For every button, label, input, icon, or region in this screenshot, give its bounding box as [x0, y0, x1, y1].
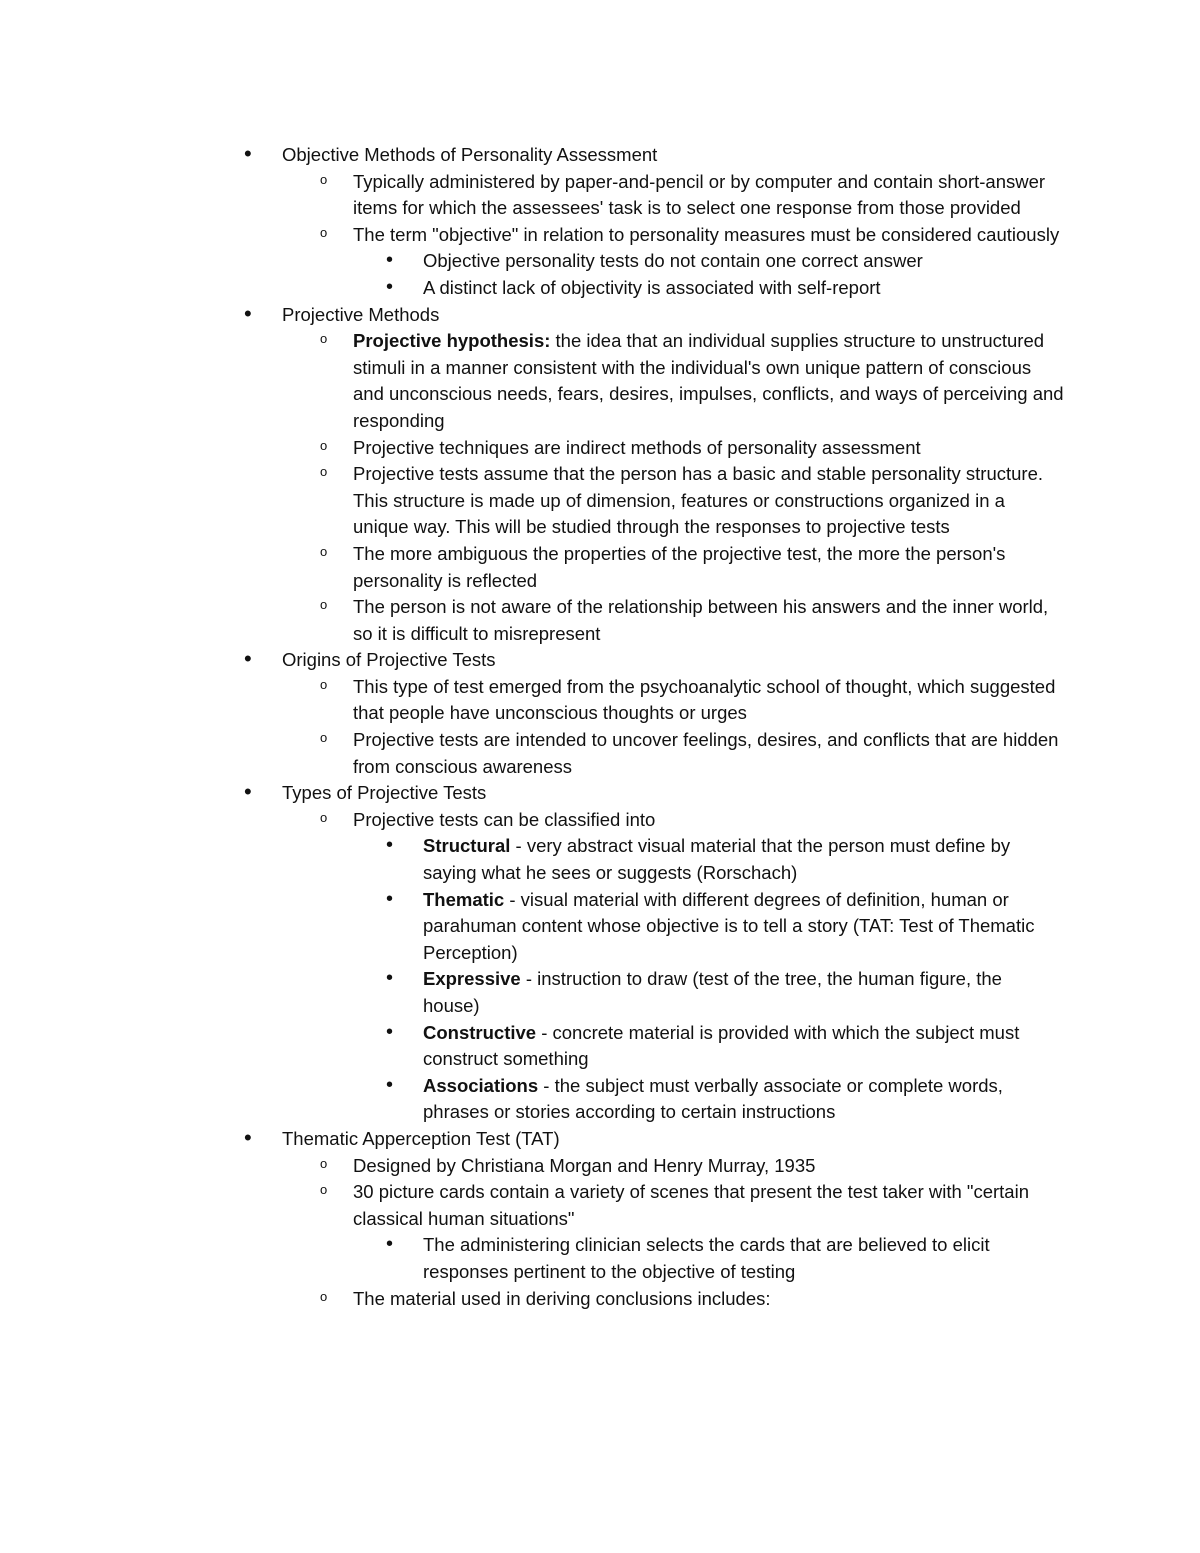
- list-item-level-2: [0, 1286, 1065, 1313]
- bullet-disc-icon: •: [386, 249, 394, 272]
- list-item-level-2: [0, 222, 1065, 249]
- bullet-circle-icon: o: [320, 543, 328, 559]
- list-item-level-3: [0, 1020, 1063, 1073]
- bullet-disc-icon: •: [386, 275, 394, 298]
- list-item-text: Types of Projective Tests: [282, 782, 487, 804]
- list-item-text: Objective Methods of Personality Assessment: [282, 144, 658, 165]
- list-item-text: The more ambiguous the properties of the projective test, the more the person's personality is reflected: [353, 542, 1006, 591]
- bullet-disc-icon: •: [386, 834, 394, 857]
- bullet-disc-icon: •: [244, 141, 252, 166]
- list-item-level-3: [0, 887, 1063, 967]
- list-item-text: Thematic Apperception Test (TAT): [282, 1127, 560, 1149]
- list-item-level-2: [0, 594, 1065, 647]
- bullet-disc-icon: •: [386, 1020, 394, 1043]
- list-item-text: - instruction to draw (test of the tree, the human figure, the house): [423, 968, 1002, 1016]
- list-item-level-1: [0, 647, 1082, 674]
- list-item-text: Projective techniques are indirect methods of personality assessment: [353, 436, 921, 458]
- bullet-circle-icon: o: [320, 1182, 328, 1198]
- list-item-text: - visual material with different degrees of definition, human or parahuman content whose objective is to tell a story (TAT: Test of Thematic Perception): [423, 888, 1035, 963]
- bullet-disc-icon: •: [244, 779, 252, 805]
- list-item-text: Projective Methods: [282, 303, 440, 325]
- list-item-level-2: [0, 461, 1065, 541]
- list-item-text: Objective personality tests do not contain one correct answer: [423, 250, 923, 272]
- bullet-circle-icon: o: [320, 676, 328, 692]
- bullet-circle-icon: o: [320, 437, 328, 453]
- bullet-circle-icon: o: [320, 597, 328, 613]
- list-item-text: The material used in deriving conclusions includes:: [353, 1287, 771, 1309]
- bullet-disc-icon: •: [386, 887, 394, 910]
- bullet-disc-icon: •: [244, 1124, 252, 1150]
- list-item-text: Projective tests can be classified into: [353, 808, 656, 830]
- bullet-circle-icon: o: [320, 171, 328, 187]
- list-item-text: Projective tests are intended to uncover feelings, desires, and conflicts that are hidden from conscious awareness: [353, 729, 1059, 777]
- bullet-circle-icon: o: [320, 730, 328, 746]
- list-item-term: Projective hypothesis:: [353, 330, 551, 352]
- list-item-text: Origins of Projective Tests: [282, 649, 496, 671]
- bullet-disc-icon: •: [386, 967, 394, 990]
- bullet-outline: [0, 142, 1200, 1312]
- list-item-level-2: [0, 541, 1065, 594]
- list-item-text: The administering clinician selects the cards that are believed to elicit responses pertinent to the objective of testing: [423, 1234, 990, 1282]
- list-item-level-2: [0, 807, 1065, 834]
- list-item-term: Thematic: [423, 888, 505, 910]
- list-item-text: The term "objective" in relation to personality measures must be considered cautiously: [353, 223, 1060, 245]
- list-item-level-1: [0, 142, 1082, 169]
- list-item-text: - very abstract visual material that the person must define by saying what he sees or suggests (Rorschach): [423, 835, 1011, 884]
- list-item-level-2: [0, 1179, 1065, 1232]
- list-item-level-2: [0, 1153, 1065, 1180]
- list-item-text: the idea that an individual supplies structure to unstructured stimuli in a manner consistent with the individual's own unique pattern of conscious and unconscious needs, fears, desires, impulses, conflicts, and ways of perceiving and responding: [353, 330, 1064, 431]
- list-item-level-2: [0, 435, 1065, 462]
- list-item-level-2: [0, 328, 1065, 434]
- list-item-text: A distinct lack of objectivity is associated with self-report: [423, 276, 881, 298]
- list-item-text: This type of test emerged from the psychoanalytic school of thought, which suggested that people have unconscious thoughts or urges: [353, 675, 1056, 724]
- list-item-text: Typically administered by paper-and-pencil or by computer and contain short-answer items for which the assessees' task is to select one response from those provided: [353, 170, 1046, 219]
- bullet-circle-icon: o: [320, 1155, 328, 1171]
- list-item-level-1: [0, 1126, 1082, 1153]
- bullet-circle-icon: o: [320, 331, 328, 347]
- list-item-term: Associations: [423, 1074, 539, 1096]
- list-item-level-3: [0, 248, 1063, 275]
- list-item-level-2: [0, 674, 1065, 727]
- list-item-level-1: [0, 780, 1082, 807]
- bullet-disc-icon: •: [244, 300, 252, 326]
- list-item-term: Constructive: [423, 1021, 537, 1043]
- list-item-text: The person is not aware of the relationship between his answers and the inner world, so it is difficult to misrepresent: [353, 596, 1049, 644]
- list-item-level-3: [0, 1232, 1063, 1285]
- list-item-term: Expressive: [423, 968, 521, 990]
- bullet-circle-icon: o: [320, 1288, 328, 1304]
- bullet-disc-icon: •: [386, 1233, 394, 1256]
- list-item-level-3: [0, 1073, 1063, 1126]
- list-item-text: Projective tests assume that the person has a basic and stable personality structure. This structure is made up of dimension, features or constructions organized in a unique way. This will be studied through the responses to projective tests: [353, 463, 1044, 538]
- bullet-disc-icon: •: [386, 1073, 394, 1096]
- list-item-level-2: [0, 727, 1065, 780]
- bullet-disc-icon: •: [244, 646, 252, 672]
- list-item-level-1: [0, 302, 1082, 329]
- list-item-text: - concrete material is provided with which the subject must construct something: [423, 1021, 1020, 1070]
- list-item-term: Structural: [423, 835, 511, 857]
- list-item-level-3: [0, 966, 1063, 1019]
- list-item-text: Designed by Christiana Morgan and Henry Murray, 1935: [353, 1154, 816, 1176]
- list-item-level-2: [0, 169, 1065, 222]
- bullet-circle-icon: o: [320, 224, 328, 240]
- list-item-text: 30 picture cards contain a variety of scenes that present the test taker with "certain classical human situations": [353, 1181, 1029, 1229]
- list-item-level-3: [0, 833, 1063, 886]
- list-item-level-3: [0, 275, 1063, 302]
- bullet-circle-icon: o: [320, 809, 328, 825]
- bullet-circle-icon: o: [320, 464, 328, 480]
- list-item-text: - the subject must verbally associate or complete words, phrases or stories according to certain instructions: [423, 1074, 1003, 1123]
